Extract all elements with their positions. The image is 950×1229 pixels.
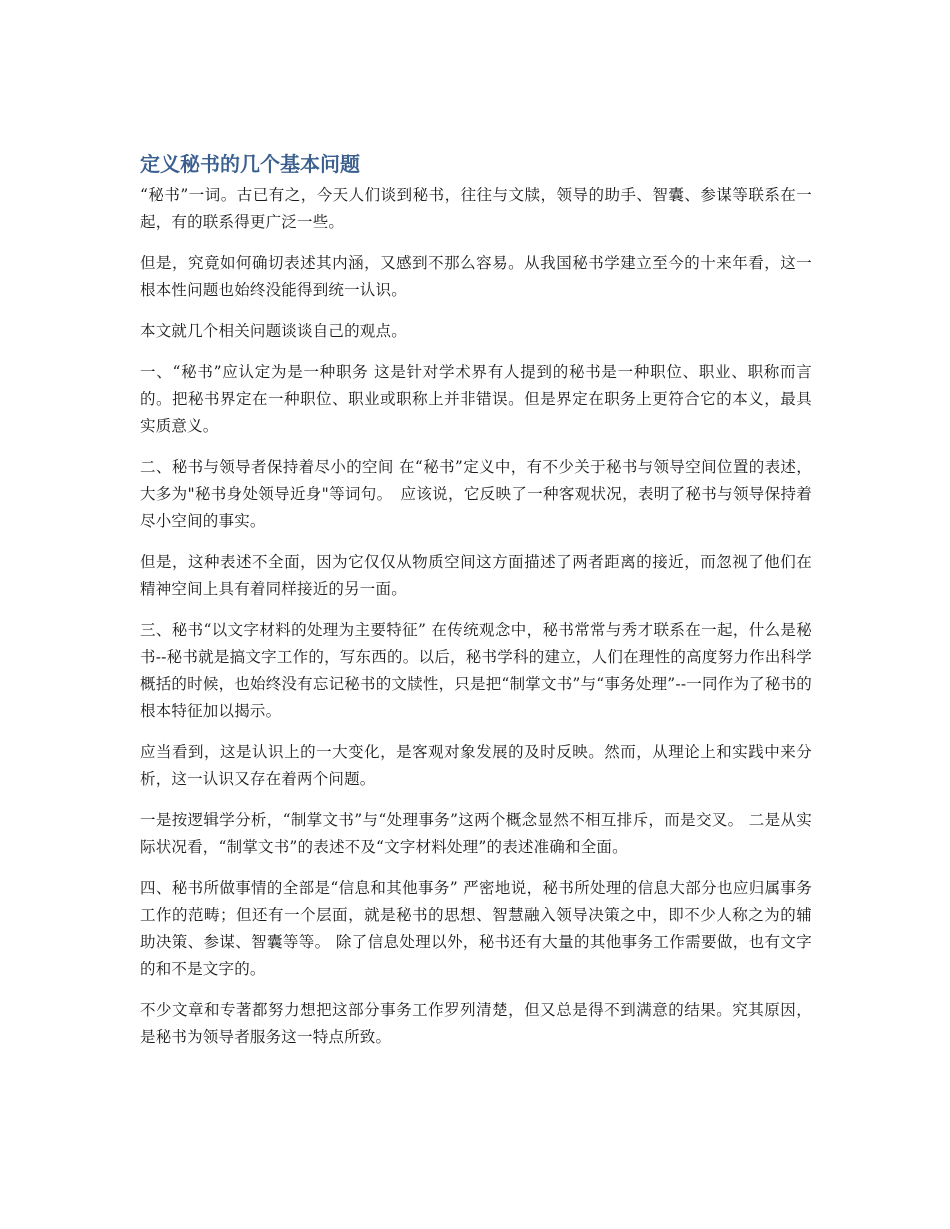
paragraph-3: 本文就几个相关问题谈谈自己的观点。 — [140, 322, 407, 340]
paragraph-8: 应当看到，这是认识上的一大变化，是客观对象发展的及时反映。然而，从理论上和实践中来分析，这一认识又存在着两个问题。 — [140, 743, 812, 788]
document-title: 定义秘书的几个基本问题 — [140, 152, 360, 176]
paragraph-4: 一、“秘书”应认定为是一种职务 这是针对学术界有人提到的秘书是一种职位、职业、职称而言的。把秘书界定在一种职位、职业或职称上并非错误。但是界定在职务上更符合它的本义，最具实质意义。 — [140, 363, 812, 435]
paragraph-9: 一是按逻辑学分析，“制掌文书”与“处理事务”这两个概念显然不相互排斥，而是交叉。 二是从实际状况看，“制掌文书”的表述不及“文字材料处理”的表述准确和全面。 — [140, 811, 812, 856]
paragraph-7: 三、秘书“以文字材料的处理为主要特征” 在传统观念中，秘书常常与秀才联系在一起，什么是秘书--秘书就是搞文字工作的，写东西的。以后，秘书学科的建立，人们在理性的高度努力作出科学概括的时候，也始终没有忘记秘书的文牍性，只是把“制掌文书”与“事务处理”--一同作为了秘书的根本特征加以揭示。 — [140, 621, 812, 720]
paragraph-5: 二、秘书与领导者保持着尽小的空间 在“秘书”定义中，有不少关于秘书与领导空间位置的表述，大多为"秘书身处领导近身"等词句。 应该说，它反映了一种客观状况，表明了秘书与领导保持着尽小空间的事实。 — [140, 458, 812, 530]
paragraph-1: “秘书”一词。古已有之，今天人们谈到秘书，往往与文牍，领导的助手、智囊、参谋等联系在一起，有的联系得更广泛一些。 — [140, 186, 812, 231]
paragraph-10: 四、秘书所做事情的全部是“信息和其他事务” 严密地说，秘书所处理的信息大部分也应归属事务工作的范畴；但还有一个层面，就是秘书的思想、智慧融入领导决策之中，即不少人称之为的辅助决策、参谋、智囊等等。 除了信息处理以外，秘书还有大量的其他事务工作需要做，也有文字的和不是文字的。 — [140, 879, 812, 978]
paragraph-6: 但是，这种表述不全面，因为它仅仅从物质空间这方面描述了两者距离的接近，而忽视了他们在精神空间上具有着同样接近的另一面。 — [140, 553, 812, 598]
document-page — [140, 150, 812, 1065]
paragraph-11: 不少文章和专著都努力想把这部分事务工作罗列清楚，但又总是得不到满意的结果。究其原因，是秘书为领导者服务这一特点所致。 — [140, 1001, 812, 1046]
paragraph-2: 但是，究竟如何确切表述其内涵，又感到不那么容易。从我国秘书学建立至今的十来年看，这一根本性问题也始终没能得到统一认识。 — [140, 254, 812, 299]
